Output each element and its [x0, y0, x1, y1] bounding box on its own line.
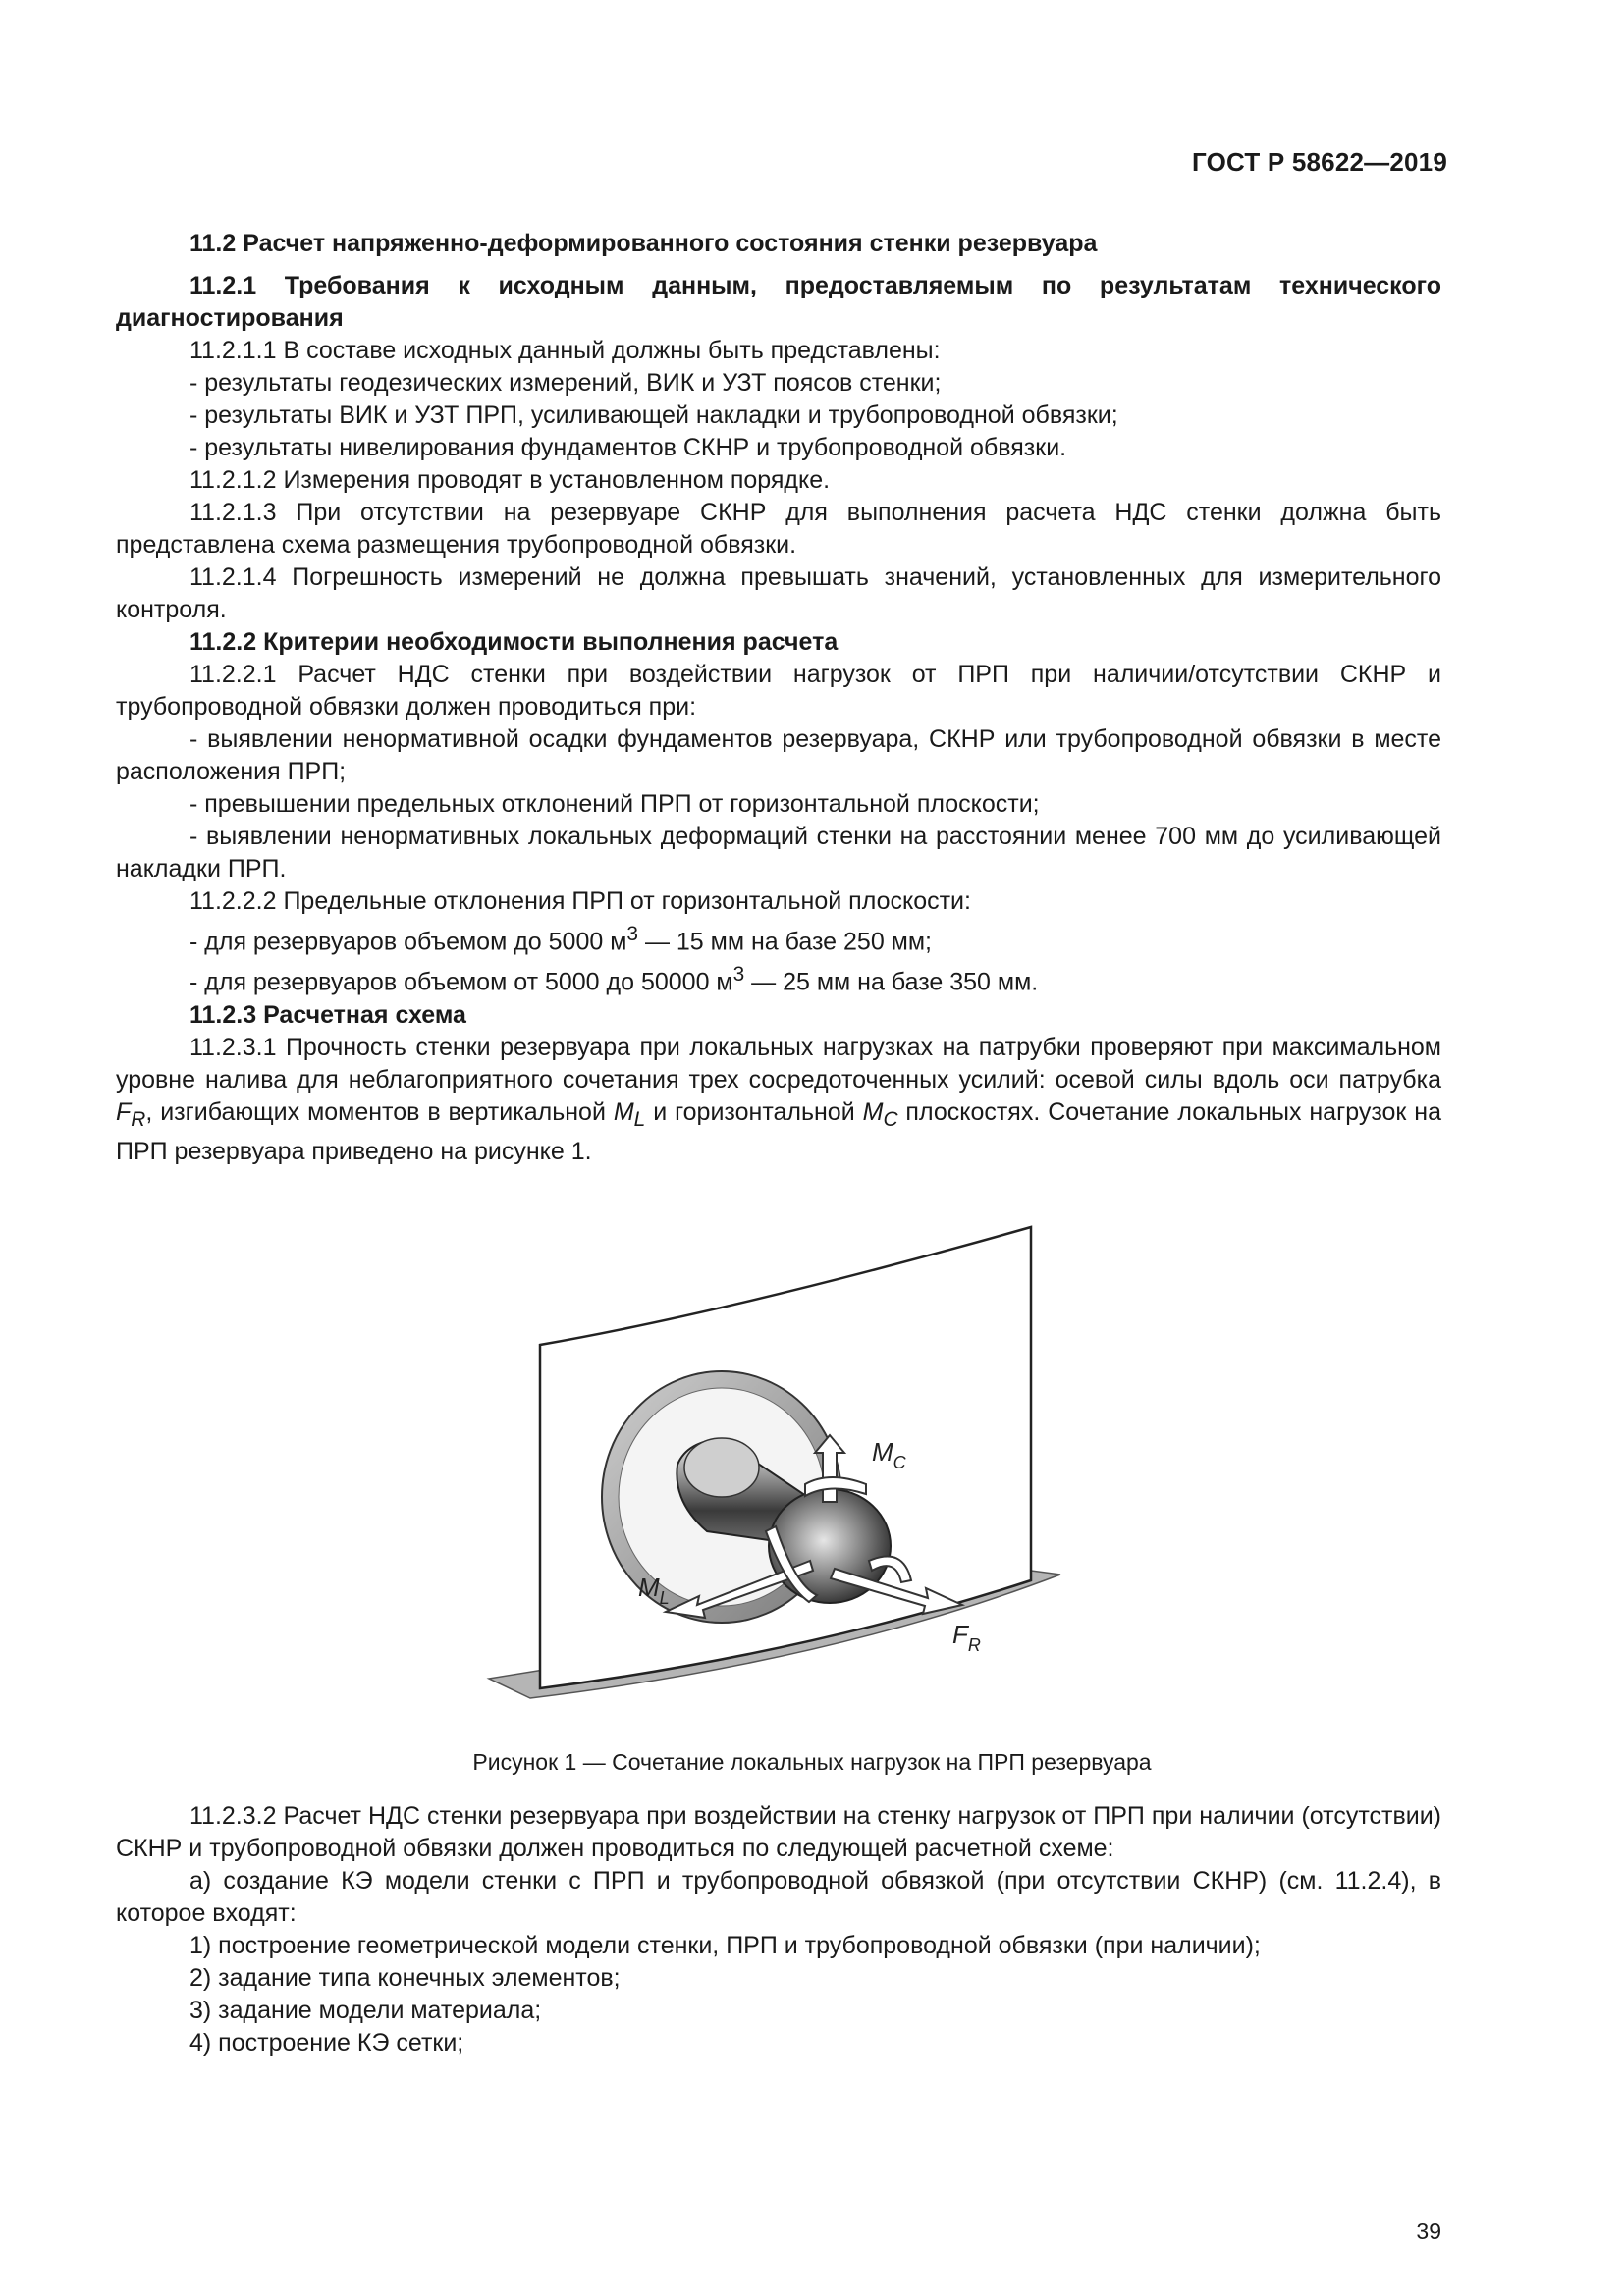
list-item: а) создание КЭ модели стенки с ПРП и трубопроводной обвязкой (при отсутствии СКНР) (см. 11.2.4), в которое входят: — [116, 1867, 1441, 1927]
list-item-text: - для резервуаров объемом от 5000 до 50000 м — [189, 968, 733, 996]
symbol-m: M — [862, 1097, 884, 1126]
symbol-f: F — [116, 1097, 132, 1126]
section-heading-11-2: 11.2 Расчет напряженно-деформированного состояния стенки резервуара — [189, 230, 1098, 257]
subscript-l: L — [633, 1107, 646, 1131]
paragraph-text: 11.2.3.1 Прочность стенки резервуара при локальных нагрузках на патрубки проверяют при максимальном уровне налива для неблагоприятного сочетания трех сосредоточенных усилий: осевой силы вдоль оси патрубка — [116, 1033, 1441, 1094]
label-fr-sub: R — [967, 1635, 981, 1655]
paragraph-11-2-2-2: 11.2.2.2 Предельные отклонения ПРП от горизонтальной плоскости: — [189, 887, 971, 915]
paragraph-11-2-1-4: 11.2.1.4 Погрешность измерений не должна превышать значений, установленных для измерительного контроля. — [116, 563, 1441, 623]
label-ml: M — [638, 1573, 660, 1602]
list-item: - выявлении ненормативных локальных деформаций стенки на расстоянии менее 700 мм до усиливающей накладки ПРП. — [116, 823, 1441, 882]
list-item: 2) задание типа конечных элементов; — [189, 1964, 621, 1992]
label-mc-sub: C — [893, 1453, 906, 1472]
figure-caption: Рисунок 1 — Сочетание локальных нагрузок на ПРП резервуара — [472, 1749, 1152, 1775]
paragraph-11-2-3-2: 11.2.3.2 Расчет НДС стенки резервуара при воздействии на стенку нагрузок от ПРП при наличии (отсутствии) СКНР и трубопроводной обвязки должен проводиться по следующей расчетной схеме: — [116, 1802, 1441, 1862]
paragraph-11-2-3-1 — [116, 1032, 1441, 1168]
paragraph-11-2-1-1: 11.2.1.1 В составе исходных данный должны быть представлены: — [189, 337, 941, 364]
document-header: ГОСТ Р 58622—2019 — [1192, 147, 1447, 177]
list-item: 3) задание модели материала; — [189, 1997, 542, 2024]
section-heading-11-2-2: 11.2.2 Критерии необходимости выполнения расчета — [189, 628, 839, 656]
section-heading-11-2-1: 11.2.1 Требования к исходным данным, предоставляемым по результатам технического диагностирования — [116, 272, 1441, 332]
list-item: - превышении предельных отклонений ПРП от горизонтальной плоскости; — [189, 790, 1040, 818]
figure-nozzle-loads — [481, 1207, 1090, 1737]
subscript-c: C — [883, 1107, 898, 1131]
body-text-bottom — [116, 1800, 1441, 2059]
list-item: - результаты нивелирования фундаментов СКНР и трубопроводной обвязки. — [189, 434, 1067, 461]
label-mc: M — [872, 1437, 893, 1467]
symbol-m: M — [613, 1097, 634, 1126]
list-item — [116, 958, 1441, 998]
label-ml-sub: L — [659, 1588, 670, 1608]
paragraph-text: и горизонтальной — [645, 1097, 863, 1126]
superscript: 3 — [626, 923, 638, 945]
list-item: - результаты ВИК и УЗТ ПРП, усиливающей накладки и трубопроводной обвязки; — [189, 401, 1118, 429]
paragraph-11-2-2-1: 11.2.2.1 Расчет НДС стенки при воздействии нагрузок от ПРП при наличии/отсутствии СКНР и трубопроводной обвязки должен проводиться при: — [116, 661, 1441, 721]
paragraph-text: плоскостях. Сочетание локальных нагрузок на ПРП резервуара приведено на рисунке 1. — [116, 1097, 1441, 1165]
subscript-r: R — [131, 1107, 146, 1131]
list-item: 1) построение геометрической модели стенки, ПРП и трубопроводной обвязки (при наличии); — [189, 1932, 1261, 1959]
body-text-top — [116, 228, 1441, 1168]
page-number: 39 — [1416, 2218, 1441, 2244]
paragraph-11-2-1-2: 11.2.1.2 Измерения проводят в установленном порядке. — [189, 466, 831, 494]
list-item-text: - для резервуаров объемом до 5000 м — [189, 928, 627, 956]
svg-text:FR — [952, 1620, 981, 1655]
list-item — [116, 918, 1441, 958]
list-item: - выявлении ненормативной осадки фундаментов резервуара, СКНР или трубопроводной обвязки в месте расположения ПРП; — [116, 725, 1441, 785]
list-item-text: — 25 мм на базе 350 мм. — [744, 968, 1039, 996]
section-heading-11-2-3: 11.2.3 Расчетная схема — [189, 1000, 466, 1029]
paragraph-text: , изгибающих моментов в вертикальной — [145, 1097, 614, 1126]
superscript: 3 — [732, 963, 745, 987]
list-item: - результаты геодезических измерений, ВИК и УЗТ поясов стенки; — [189, 369, 942, 397]
paragraph-11-2-1-3: 11.2.1.3 При отсутствии на резервуаре СКНР для выполнения расчета НДС стенки должна быть представлена схема размещения трубопроводной обвязки. — [116, 499, 1441, 559]
label-fr: F — [952, 1620, 968, 1649]
list-item: 4) построение КЭ сетки; — [189, 2029, 464, 2056]
list-item-text: — 15 мм на базе 250 мм; — [638, 928, 932, 956]
